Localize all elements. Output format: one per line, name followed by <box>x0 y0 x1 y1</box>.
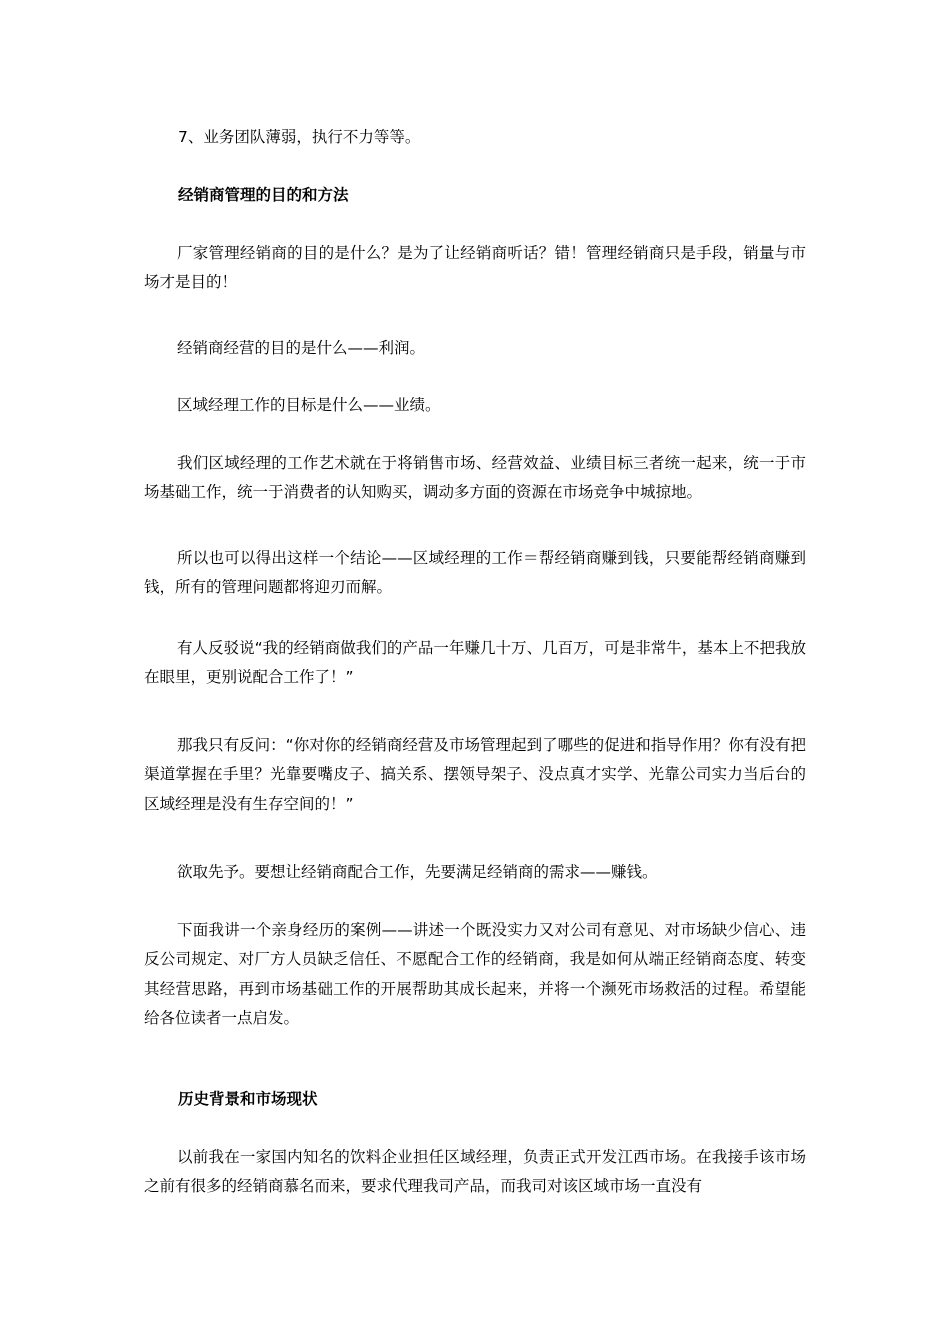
section-heading-history: 历史背景和市场现状 <box>178 1090 318 1108</box>
paragraph-counter-question: 那我只有反问：“你对你的经销商经营及市场管理起到了哪些的促进和指导作用？你有没有把渠道掌握在手里？光靠要嘴皮子、搞关系、摆领导架子、没点真才实学、光靠公司实力当后台的区域经理是没有生存空间的！” <box>144 736 806 813</box>
paragraph-give-first: 欲取先予。要想让经销商配合工作，先要满足经销商的需求——赚钱。 <box>177 863 658 881</box>
paragraph-history: 以前我在一家国内知名的饮料企业担任区域经理，负责正式开发江西市场。在我接手该市场之前有很多的经销商慕名而来，要求代理我司产品，而我司对该区域市场一直没有 <box>144 1148 806 1196</box>
paragraph-rebuttal: 有人反驳说“我的经销商做我们的产品一年赚几十万、几百万，可是非常牛，基本上不把我放在眼里，更别说配合工作了！” <box>144 639 806 687</box>
paragraph-conclusion: 所以也可以得出这样一个结论——区域经理的工作＝帮经销商赚到钱，只要能帮经销商赚到钱，所有的管理问题都将迎刃而解。 <box>144 549 806 597</box>
paragraph-manager-goal: 区域经理工作的目标是什么——业绩。 <box>177 396 441 414</box>
paragraph-purpose: 厂家管理经销商的目的是什么？是为了让经销商听话？错！管理经销商只是手段，销量与市场才是目的！ <box>144 244 806 292</box>
list-item-7: 7、业务团队薄弱，执行不力等等。 <box>178 128 421 146</box>
paragraph-dealer-goal: 经销商经营的目的是什么——利润。 <box>177 339 426 357</box>
paragraph-case-intro: 下面我讲一个亲身经历的案例——讲述一个既没实力又对公司有意见、对市场缺少信心、违反公司规定、对厂方人员缺乏信任、不愿配合工作的经销商，我是如何从端正经销商态度、转变其经营思路，再到市场基础工作的开展帮助其成长起来，并将一个濒死市场救活的过程。希望能给各位读者一点启发。 <box>144 921 806 1027</box>
paragraph-work-art: 我们区域经理的工作艺术就在于将销售市场、经营效益、业绩目标三者统一起来，统一于市场基础工作，统一于消费者的认知购买，调动多方面的资源在市场竞争中城掠地。 <box>144 454 806 502</box>
section-heading-dealer-management: 经销商管理的目的和方法 <box>178 186 349 204</box>
